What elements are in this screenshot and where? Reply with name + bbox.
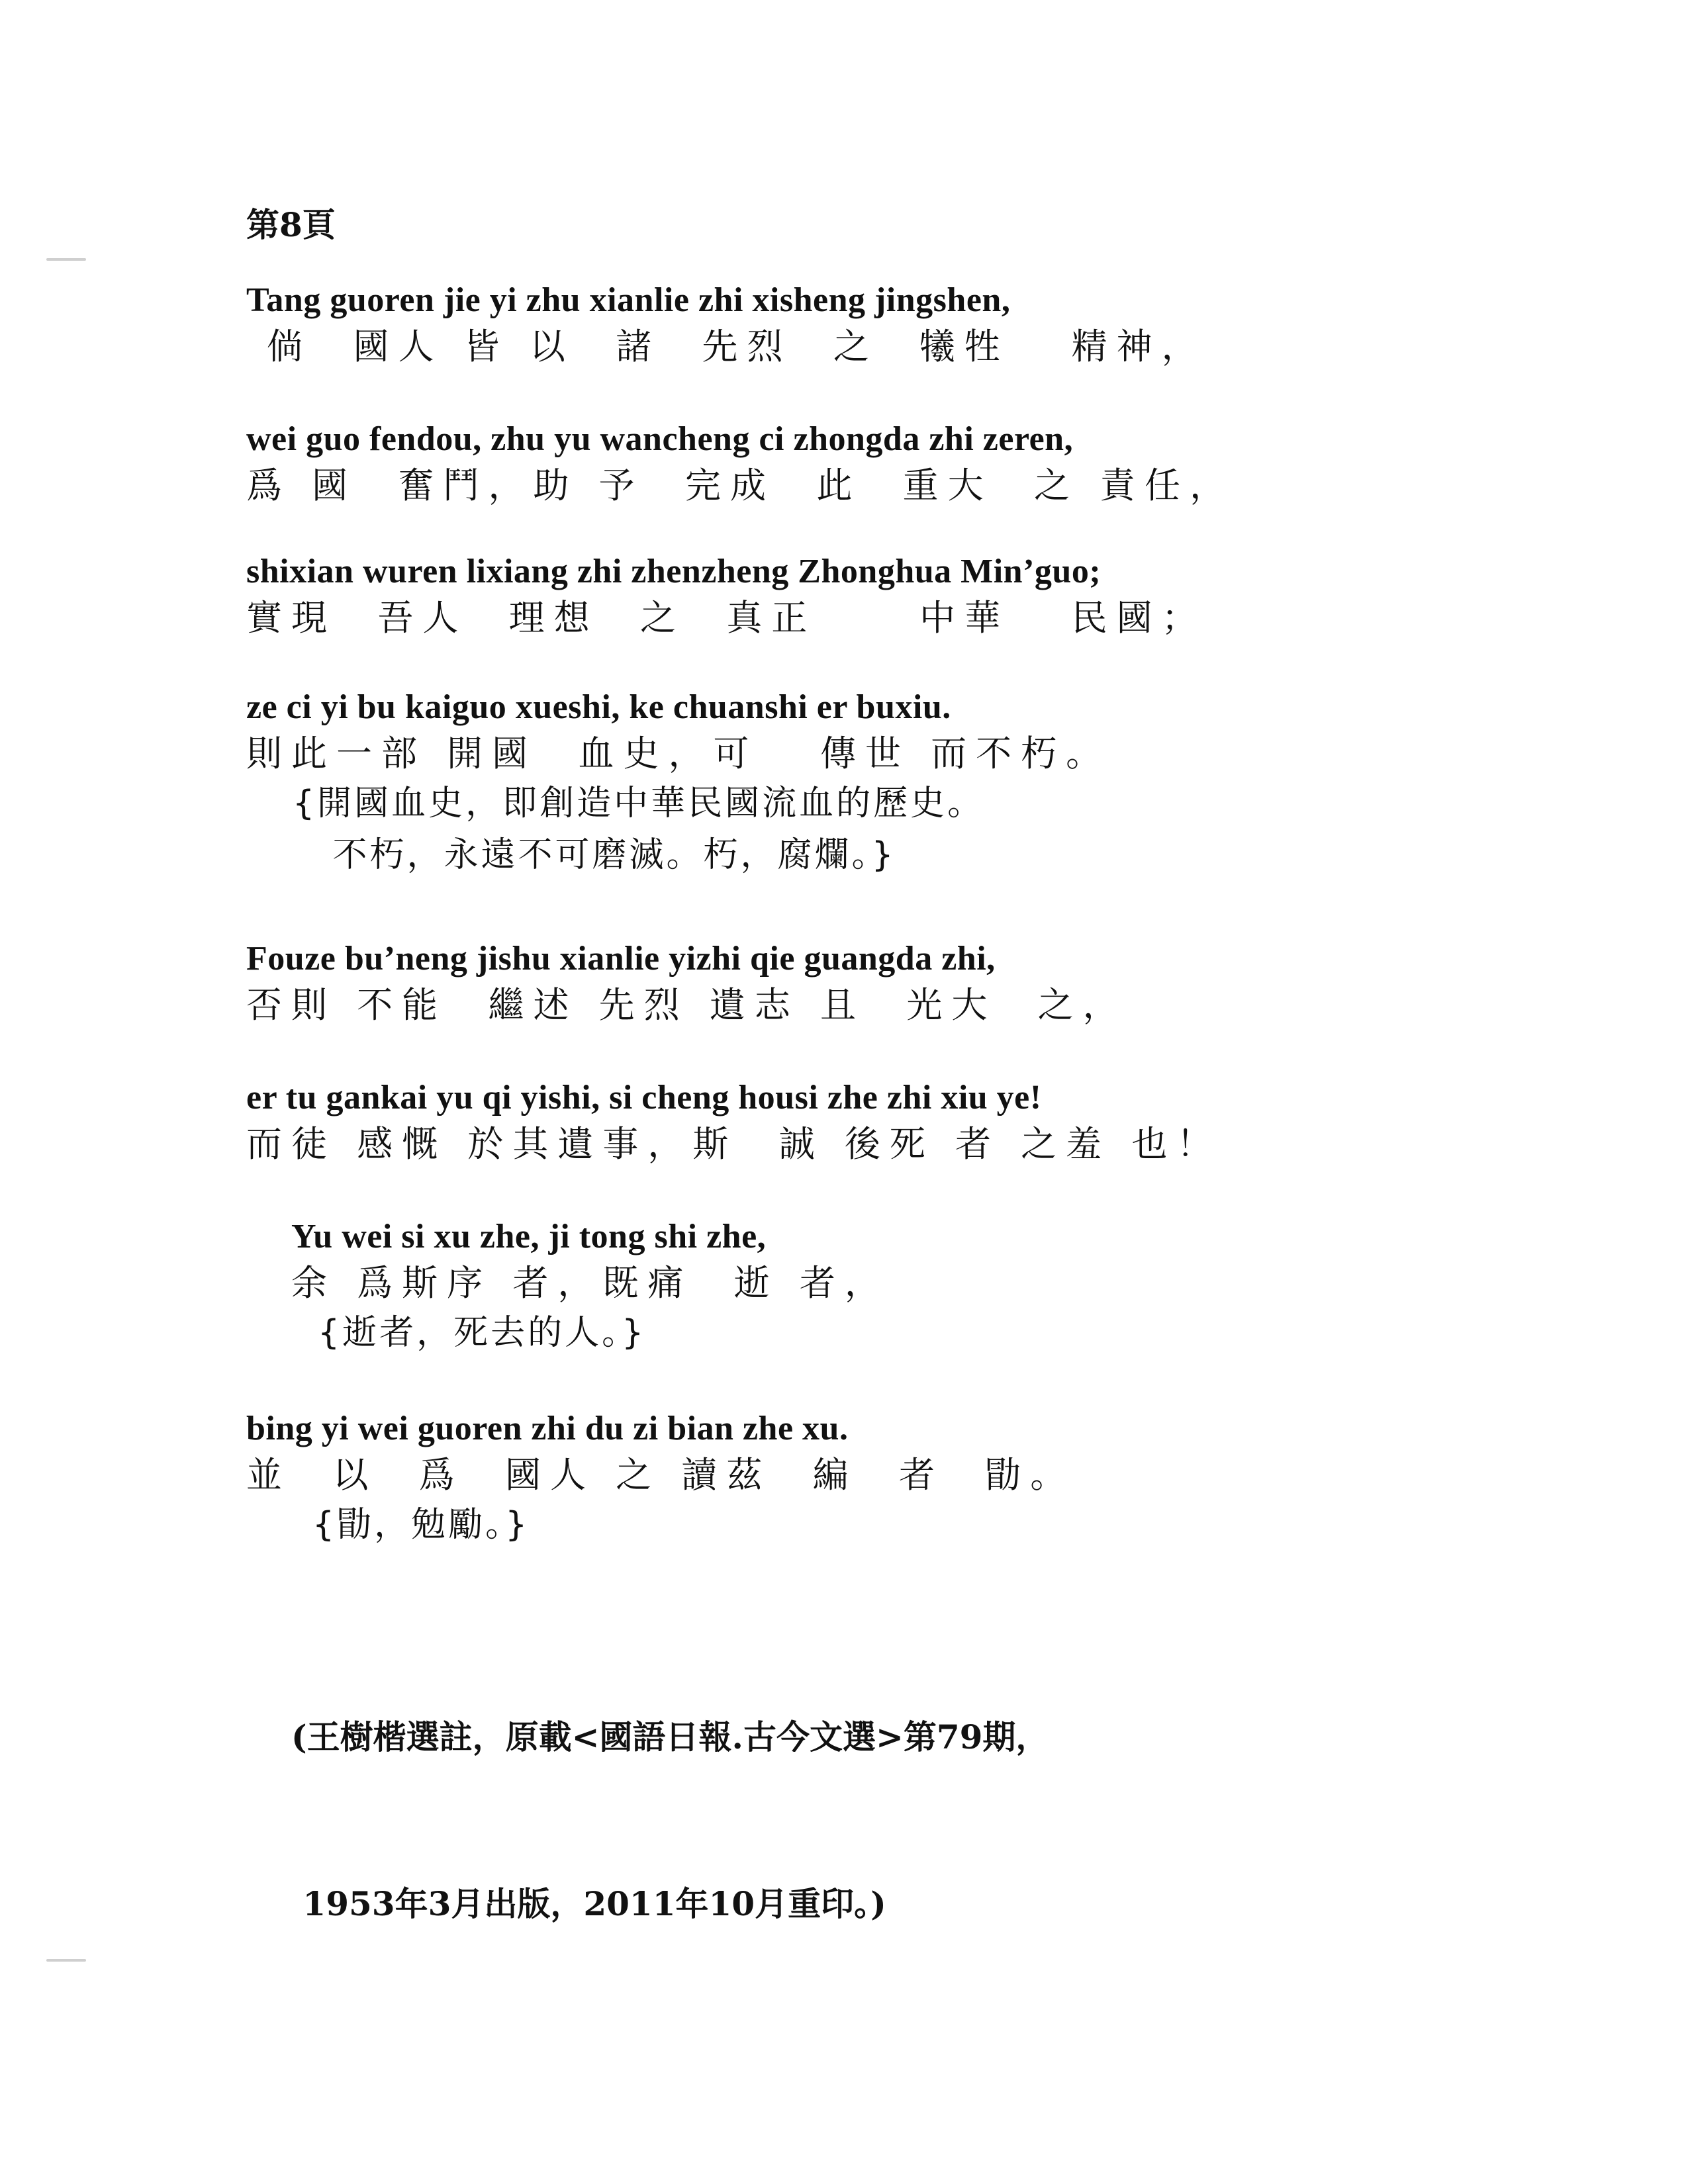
hanzi-line: 並 以 爲 國人 之 讀茲 編 者 勖。 xyxy=(246,1454,1076,1496)
pinyin-line: shixian wuren lixiang zhi zhenzheng Zhonghua Min’guo; xyxy=(246,553,1102,590)
pinyin-line: Fouze bu’neng jishu xianlie yizhi qie guangda zhi, xyxy=(246,940,996,978)
pinyin-line: bing yi wei guoren zhi du zi bian zhe xu. xyxy=(246,1410,849,1447)
hanzi-line: 則此一部 開國 血史，可 傳世 而不朽。 xyxy=(246,733,1111,774)
pinyin-line: Yu wei si xu zhe, ji tong shi zhe, xyxy=(291,1218,767,1255)
hanzi-line: 實現 吾人 理想 之 真正 中華 民國； xyxy=(246,597,1207,639)
stanza-3 xyxy=(246,549,1207,642)
pinyin-line: er tu gankai yu qi yishi, si cheng housi zhe zhi xiu ye! xyxy=(246,1079,1042,1116)
stanza-6 xyxy=(246,1075,1221,1168)
hanzi-line: 余 爲斯序 者，既痛 逝 者， xyxy=(291,1262,890,1304)
scan-margin-mark xyxy=(46,258,86,261)
source-line-1: (王樹楷選註，原載<國語日報.古今文選>第79期， xyxy=(291,1717,1049,1756)
pinyin-line: Tang guoren jie yi zhu xianlie zhi xisheng jingshen, xyxy=(246,281,1011,319)
hanzi-line: 而徒 感慨 於其遺事，斯 誠 後死 者 之羞 也！ xyxy=(246,1123,1222,1165)
hanzi-line: 倘 國人 皆 以 諸 先烈 之 犧牲 精神， xyxy=(246,326,1207,367)
source-citation xyxy=(291,1598,1049,1987)
annotation-line: {勖，勉勵。} xyxy=(312,1505,530,1545)
annotation-line: 不朽，永遠不可磨滅。朽，腐爛。} xyxy=(319,835,896,875)
hanzi-line: 爲 國 奮鬥，助 予 完成 此 重大 之 責任， xyxy=(246,465,1235,506)
stanza-7 xyxy=(291,1214,890,1359)
scan-margin-mark xyxy=(46,1959,86,1962)
stanza-8 xyxy=(246,1406,1075,1551)
stanza-1 xyxy=(246,278,1207,371)
pinyin-line: wei guo fendou, zhu yu wancheng ci zhongda zhi zeren, xyxy=(246,420,1074,458)
stanza-2 xyxy=(246,417,1235,510)
annotation-line: {逝者，死去的人。} xyxy=(318,1313,647,1353)
hanzi-line: 否則 不能 繼述 先烈 遺志 且 光大 之， xyxy=(246,984,1128,1026)
annotation-line: {開國血史，即創造中華民國流血的歷史。 xyxy=(293,784,985,823)
pinyin-line: ze ci yi bu kaiguo xueshi, ke chuanshi er buxiu. xyxy=(246,688,951,726)
stanza-5 xyxy=(246,936,1128,1029)
stanza-4 xyxy=(246,685,1111,881)
page-number-label: 第8頁 xyxy=(246,205,336,244)
source-line-2: 1953年3月出版，2011年10月重印。) xyxy=(291,1884,886,1923)
